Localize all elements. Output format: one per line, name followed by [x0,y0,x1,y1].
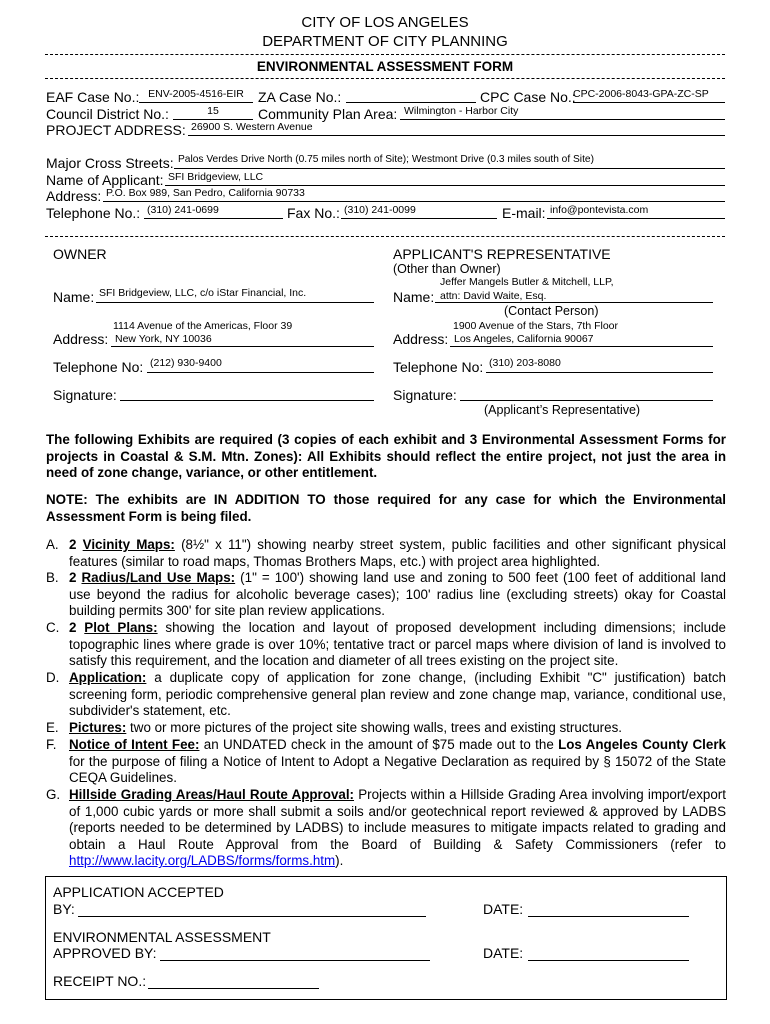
owner-name-line [96,302,374,303]
telephone-line [144,218,283,219]
telephone-value[interactable]: (310) 241-0699 [147,204,219,216]
eaf-case-label: EAF Case No.: [46,89,140,105]
item-text: showing the location and layout of proposed development including dimensions; include topographic lines where grade is over 10%; tentative tract or parcel maps where division of land is involved to satisfy this requirement, and the location and diameter of all trees existing on the project site. [69,620,726,669]
representative-address-label: Address: [393,331,449,347]
cpc-case-line [573,102,725,103]
za-case-line [346,102,476,103]
form-title: ENVIRONMENTAL ASSESSMENT FORM [256,59,514,74]
eaf-case-value[interactable]: ENV-2005-4516-EIR [148,88,244,100]
representative-address-line2[interactable]: Los Angeles, California 90067 [454,333,594,345]
representative-signature-line[interactable] [460,400,713,401]
item-letter: E. [46,720,59,735]
item-text: Projects within a Hillside Grading Area involving import/export of 1,000 cubic yards or more shall submit a soils and/or geotechnical report reviewed & approved by LADBS (reports needed to be determined by LADBS) to include measures to mitigate impacts related to grading and obtain a Haul Route Approval from the Board of Building & Safety Commissioners (refer to [69,787,726,852]
owner-address-line2[interactable]: New York, NY 10036 [115,333,212,345]
owner-telephone-line [147,372,374,373]
item-text: (8½" x 11") showing nearby street system, public facilities and other significant physical features (similar to road maps, Thomas Brothers Maps, etc.) with project area highlighted. [69,537,726,569]
contact-person-caption: (Contact Person) [504,304,599,318]
plot-plans-title: Plot Plans: [84,620,158,635]
community-plan-label: Community Plan Area: [258,106,398,122]
item-count: 2 [69,537,77,552]
item-text: an UNDATED check in the amount of $75 made out to the [203,737,554,752]
header-divider [45,54,725,55]
cpc-case-label: CPC Case No.: [480,89,576,105]
owner-telephone-value[interactable]: (212) 930-9400 [150,357,222,369]
representative-address-line1[interactable]: 1900 Avenue of the Stars, 7th Floor [453,320,619,332]
receipt-no-line[interactable] [148,988,319,989]
item-count: 2 [69,620,77,635]
item-text: two or more pictures of the project site showing walls, trees and existing structures. [130,720,622,735]
fax-line [341,218,497,219]
vicinity-maps-title: Vicinity Maps: [82,537,175,552]
department-title: DEPARTMENT OF CITY PLANNING [262,33,508,50]
accepted-by-label: BY: [53,901,75,917]
applicant-name-label: Name of Applicant: [46,172,164,188]
section-divider [45,236,725,237]
ladbs-link[interactable]: http://www.lacity.org/LADBS/forms/forms.htm [69,853,336,869]
fax-label: Fax No.: [287,205,340,221]
receipt-no-label: RECEIPT NO.: [53,973,147,989]
environmental-assessment-label: ENVIRONMENTAL ASSESSMENT [53,929,271,945]
approved-by-line[interactable] [160,960,430,961]
applicant-name-value[interactable]: SFI Bridgeview, LLC [168,171,264,183]
accepted-date-label: DATE: [483,901,524,917]
exhibits-note: NOTE: The exhibits are IN ADDITION TO those required for any case for which the Environmental Assessment Form is being filed. [46,492,726,524]
representative-heading: APPLICANT'S REPRESENTATIVE [393,246,611,262]
accepted-by-line[interactable] [78,916,426,917]
za-case-label: ZA Case No.: [258,89,342,105]
owner-address-line [111,346,374,347]
council-district-line [173,119,253,120]
community-plan-value[interactable]: Wilmington - Harbor City [404,105,519,117]
owner-signature-line[interactable] [120,400,374,401]
hillside-grading-title: Hillside Grading Areas/Haul Route Approval: [69,787,355,802]
application-accepted-label: APPLICATION ACCEPTED [53,884,224,900]
item-count: 2 [69,570,77,585]
approved-date-line[interactable] [528,960,689,961]
cpc-case-value[interactable]: CPC-2006-8043-GPA-ZC-SP [573,88,709,100]
applicant-address-label: Address: [46,188,102,204]
project-address-line [188,135,725,136]
representative-name-line [435,302,713,303]
eaf-case-line [139,102,253,103]
representative-name-line2[interactable]: attn: David Waite, Esq. [440,290,547,302]
owner-telephone-label: Telephone No: [53,359,144,375]
owner-signature-label: Signature: [53,387,117,403]
representative-telephone-value[interactable]: (310) 203-8080 [489,357,561,369]
item-text: for the purpose of filing a Notice of Intent to Adopt a Negative Declaration as required by § 15072 of the State CEQA Guidelines. [69,753,726,786]
council-district-label: Council District No.: [46,106,169,122]
project-address-value[interactable]: 26900 S. Western Avenue [191,121,313,133]
owner-heading: OWNER [53,246,107,262]
representative-address-line [450,346,713,347]
representative-name-line1[interactable]: Jeffer Mangels Butler & Mitchell, LLP, [440,276,614,288]
representative-caption: (Applicant’s Representative) [484,403,641,417]
item-letter: D. [46,670,60,685]
representative-telephone-label: Telephone No: [393,359,484,375]
item-letter: G. [46,787,61,802]
notice-fee-title: Notice of Intent Fee: [69,737,200,752]
owner-name-value[interactable]: SFI Bridgeview, LLC, c/o iStar Financial, Inc. [99,287,307,299]
representative-subheading: (Other than Owner) [393,262,501,276]
telephone-label: Telephone No.: [46,205,141,221]
email-value[interactable]: info@pontevista.com [550,204,649,216]
representative-signature-label: Signature: [393,387,457,403]
owner-name-label: Name: [53,289,95,305]
item-letter: B. [46,570,59,585]
item-letter: C. [46,620,60,635]
cross-streets-value[interactable]: Palos Verdes Drive North (0.75 miles north of Site); Westmont Drive (0.3 miles south of Site) [178,154,594,165]
email-line [547,218,725,219]
owner-address-line1[interactable]: 1114 Avenue of the Americas, Floor 39 [113,320,293,332]
accepted-date-line[interactable] [528,916,689,917]
title-divider [45,78,725,79]
representative-name-label: Name: [393,289,435,305]
city-title: CITY OF LOS ANGELES [301,14,469,31]
item-text: (1" = 100') showing land use and zoning to 500 feet (100 feet of additional land use beyond the radius for alcoholic beverage cases); 100' radius line (excluding streets) okay for Coastal building permits 300' for site plan review applications. [69,570,726,619]
project-address-label: PROJECT ADDRESS: [46,122,186,138]
item-text: a duplicate copy of application for zone change, (including Exhibit "C" justification) batch screening form, periodic comprehensive general plan review and zone change map, variance, conditional use, subdivider's statement, etc. [69,670,726,719]
approved-by-label: APPROVED BY: [53,945,157,961]
item-text-end: ). [335,853,344,869]
applicant-address-value[interactable]: P.O. Box 989, San Pedro, California 90733 [106,187,305,199]
fax-value[interactable]: (310) 241-0099 [344,204,416,216]
application-title: Application: [69,670,147,685]
exhibits-intro: The following Exhibits are required (3 copies of each exhibit and 3 Environmental Assessment Forms for projects in Coastal & S.M. Mtn. Zones): All Exhibits should reflect the entire project, not just the area in need of zone change, variance, or other entitlement. [46,432,726,481]
applicant-address-line [103,201,725,202]
representative-telephone-line [486,372,713,373]
radius-maps-title: Radius/Land Use Maps: [81,570,236,585]
cross-streets-line [174,168,725,169]
approved-date-label: DATE: [483,945,524,961]
county-clerk: Los Angeles County Clerk [558,737,726,752]
council-district-value[interactable]: 15 [207,105,219,117]
item-letter: A. [46,537,59,552]
email-label: E-mail: [502,205,546,221]
pictures-title: Pictures: [69,720,127,735]
community-plan-line [400,119,725,120]
item-letter: F. [46,737,57,752]
cross-streets-label: Major Cross Streets: [46,155,174,171]
applicant-name-line [165,185,725,186]
owner-address-label: Address: [53,331,109,347]
